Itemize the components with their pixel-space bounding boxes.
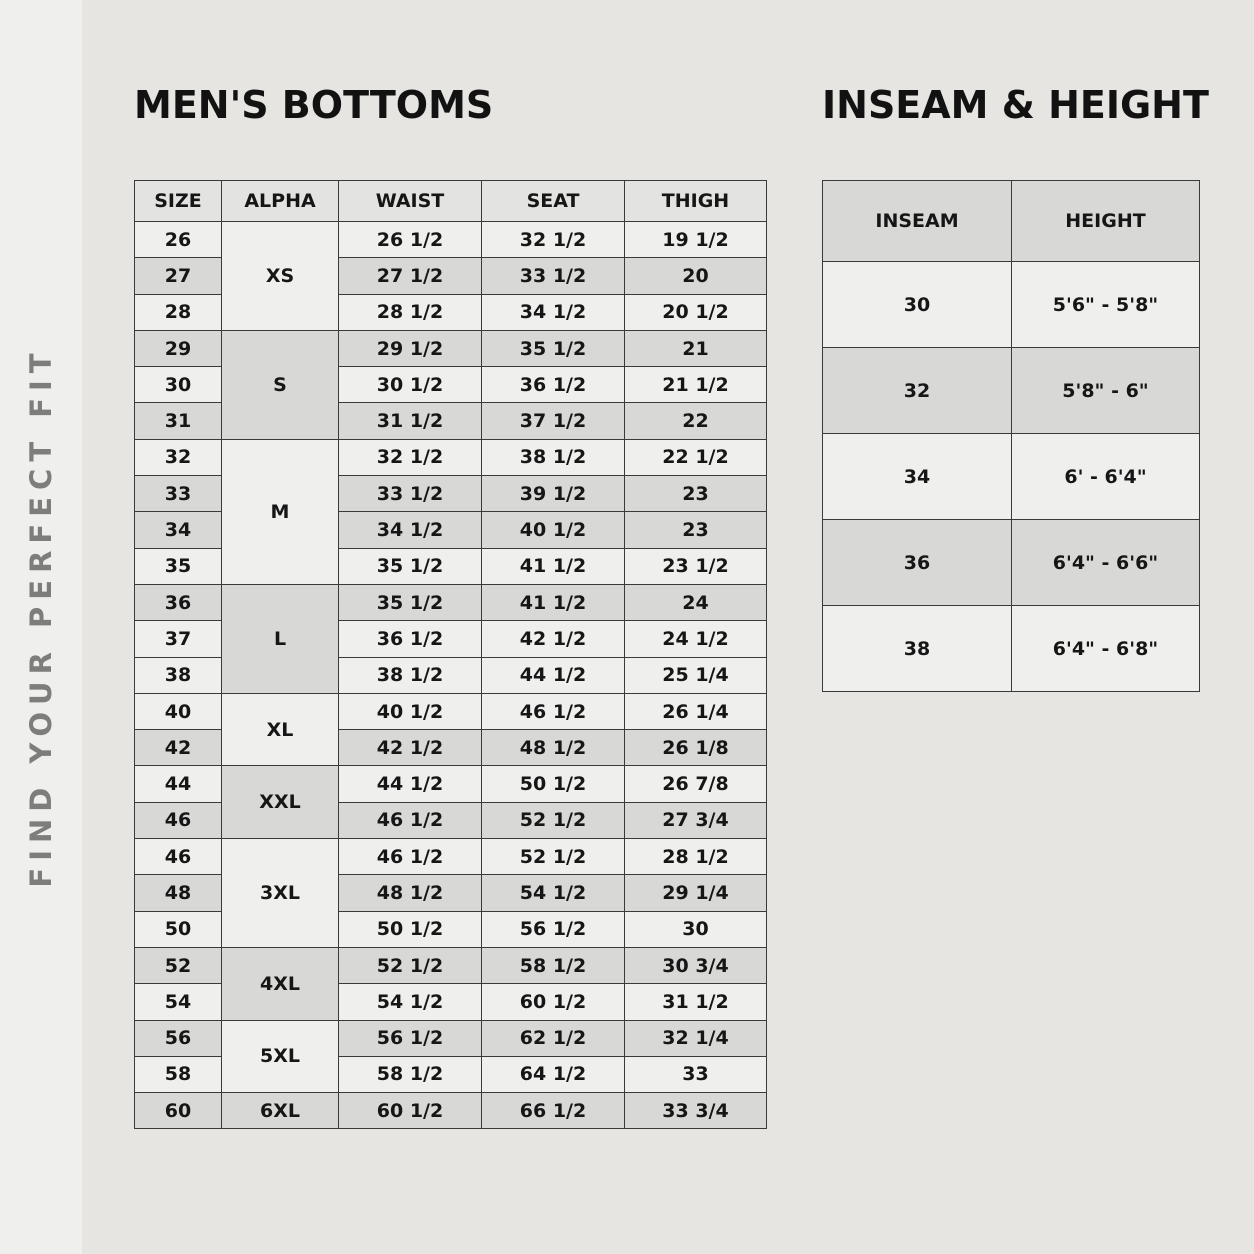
waist-cell: 35 1/2 [339,548,482,584]
waist-cell: 38 1/2 [339,657,482,693]
size-cell: 46 [135,802,222,838]
waist-cell: 33 1/2 [339,476,482,512]
side-strip [0,0,82,1254]
inseam-height-table [822,180,1200,692]
waist-cell: 44 1/2 [339,766,482,802]
alpha-cell: S [222,330,339,439]
size-table-header-row [135,181,767,222]
header-thigh: THIGH [625,181,767,222]
height-cell: 6'4" - 6'6" [1012,520,1200,606]
thigh-cell: 23 1/2 [625,548,767,584]
waist-cell: 35 1/2 [339,584,482,620]
seat-cell: 62 1/2 [482,1020,625,1056]
table-row [823,348,1200,434]
table-row [135,1020,767,1056]
table-row [135,584,767,620]
waist-cell: 31 1/2 [339,403,482,439]
thigh-cell: 23 [625,512,767,548]
seat-cell: 35 1/2 [482,330,625,366]
seat-cell: 40 1/2 [482,512,625,548]
size-cell: 56 [135,1020,222,1056]
thigh-cell: 20 1/2 [625,294,767,330]
header-inseam: INSEAM [823,181,1012,262]
seat-cell: 50 1/2 [482,766,625,802]
thigh-cell: 22 [625,403,767,439]
seat-cell: 36 1/2 [482,367,625,403]
thigh-cell: 19 1/2 [625,222,767,258]
table-row [823,434,1200,520]
seat-cell: 48 1/2 [482,730,625,766]
thigh-cell: 29 1/4 [625,875,767,911]
size-cell: 32 [135,439,222,475]
thigh-cell: 25 1/4 [625,657,767,693]
inseam-cell: 30 [823,262,1012,348]
waist-cell: 36 1/2 [339,621,482,657]
alpha-cell: 5XL [222,1020,339,1093]
size-cell: 33 [135,476,222,512]
size-cell: 48 [135,875,222,911]
inseam-title: INSEAM & HEIGHT [822,83,1209,127]
table-row [135,839,767,875]
seat-cell: 44 1/2 [482,657,625,693]
size-cell: 42 [135,730,222,766]
seat-cell: 32 1/2 [482,222,625,258]
thigh-cell: 30 [625,911,767,947]
thigh-cell: 27 3/4 [625,802,767,838]
table-row [823,520,1200,606]
thigh-cell: 26 1/4 [625,693,767,729]
thigh-cell: 21 [625,330,767,366]
seat-cell: 41 1/2 [482,548,625,584]
waist-cell: 40 1/2 [339,693,482,729]
size-cell: 46 [135,839,222,875]
waist-cell: 29 1/2 [339,330,482,366]
main-title: MEN'S BOTTOMS [134,83,494,127]
seat-cell: 37 1/2 [482,403,625,439]
thigh-cell: 23 [625,476,767,512]
seat-cell: 42 1/2 [482,621,625,657]
thigh-cell: 33 [625,1056,767,1092]
seat-cell: 60 1/2 [482,984,625,1020]
thigh-cell: 24 [625,584,767,620]
waist-cell: 54 1/2 [339,984,482,1020]
waist-cell: 46 1/2 [339,802,482,838]
seat-cell: 38 1/2 [482,439,625,475]
seat-cell: 56 1/2 [482,911,625,947]
table-row [135,1093,767,1129]
waist-cell: 60 1/2 [339,1093,482,1129]
waist-cell: 52 1/2 [339,947,482,983]
waist-cell: 56 1/2 [339,1020,482,1056]
waist-cell: 50 1/2 [339,911,482,947]
thigh-cell: 26 7/8 [625,766,767,802]
size-cell: 27 [135,258,222,294]
table-row [135,947,767,983]
inseam-table-header-row [823,181,1200,262]
seat-cell: 66 1/2 [482,1093,625,1129]
table-row [135,222,767,258]
header-size: SIZE [135,181,222,222]
header-height: HEIGHT [1012,181,1200,262]
side-label: FIND YOUR PERFECT FIT [24,346,58,888]
seat-cell: 64 1/2 [482,1056,625,1092]
size-cell: 34 [135,512,222,548]
thigh-cell: 33 3/4 [625,1093,767,1129]
seat-cell: 58 1/2 [482,947,625,983]
size-cell: 35 [135,548,222,584]
alpha-cell: XXL [222,766,339,839]
seat-cell: 46 1/2 [482,693,625,729]
alpha-cell: M [222,439,339,584]
table-row [135,439,767,475]
size-cell: 28 [135,294,222,330]
size-cell: 58 [135,1056,222,1092]
size-cell: 36 [135,584,222,620]
alpha-cell: 3XL [222,839,339,948]
thigh-cell: 22 1/2 [625,439,767,475]
thigh-cell: 30 3/4 [625,947,767,983]
waist-cell: 26 1/2 [339,222,482,258]
height-cell: 6'4" - 6'8" [1012,606,1200,692]
table-row [823,262,1200,348]
size-chart-table [134,180,767,1129]
waist-cell: 42 1/2 [339,730,482,766]
thigh-cell: 26 1/8 [625,730,767,766]
header-waist: WAIST [339,181,482,222]
waist-cell: 27 1/2 [339,258,482,294]
size-cell: 54 [135,984,222,1020]
alpha-cell: 4XL [222,947,339,1020]
waist-cell: 34 1/2 [339,512,482,548]
header-seat: SEAT [482,181,625,222]
size-cell: 26 [135,222,222,258]
height-cell: 5'6" - 5'8" [1012,262,1200,348]
waist-cell: 48 1/2 [339,875,482,911]
size-cell: 38 [135,657,222,693]
seat-cell: 41 1/2 [482,584,625,620]
waist-cell: 30 1/2 [339,367,482,403]
size-cell: 29 [135,330,222,366]
waist-cell: 28 1/2 [339,294,482,330]
seat-cell: 34 1/2 [482,294,625,330]
height-cell: 5'8" - 6" [1012,348,1200,434]
size-cell: 31 [135,403,222,439]
waist-cell: 46 1/2 [339,839,482,875]
table-row [135,693,767,729]
waist-cell: 58 1/2 [339,1056,482,1092]
thigh-cell: 21 1/2 [625,367,767,403]
seat-cell: 33 1/2 [482,258,625,294]
size-cell: 50 [135,911,222,947]
thigh-cell: 28 1/2 [625,839,767,875]
inseam-cell: 34 [823,434,1012,520]
inseam-cell: 38 [823,606,1012,692]
seat-cell: 39 1/2 [482,476,625,512]
seat-cell: 54 1/2 [482,875,625,911]
height-cell: 6' - 6'4" [1012,434,1200,520]
seat-cell: 52 1/2 [482,802,625,838]
size-cell: 40 [135,693,222,729]
table-row [135,766,767,802]
seat-cell: 52 1/2 [482,839,625,875]
size-cell: 52 [135,947,222,983]
inseam-cell: 36 [823,520,1012,606]
inseam-cell: 32 [823,348,1012,434]
size-cell: 30 [135,367,222,403]
alpha-cell: XL [222,693,339,766]
alpha-cell: L [222,584,339,693]
size-cell: 60 [135,1093,222,1129]
thigh-cell: 31 1/2 [625,984,767,1020]
header-alpha: ALPHA [222,181,339,222]
thigh-cell: 32 1/4 [625,1020,767,1056]
thigh-cell: 20 [625,258,767,294]
alpha-cell: XS [222,222,339,331]
waist-cell: 32 1/2 [339,439,482,475]
size-cell: 44 [135,766,222,802]
size-cell: 37 [135,621,222,657]
thigh-cell: 24 1/2 [625,621,767,657]
table-row [823,606,1200,692]
table-row [135,330,767,366]
alpha-cell: 6XL [222,1093,339,1129]
